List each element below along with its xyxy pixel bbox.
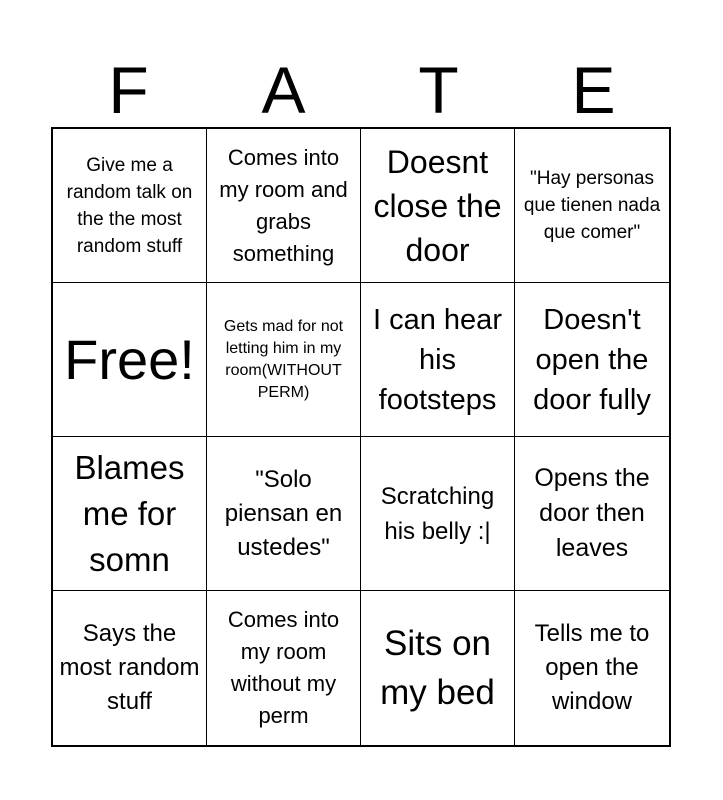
cell-text: Opens the door then leaves — [534, 464, 650, 562]
bingo-cell-r4c4[interactable] — [515, 591, 669, 745]
cell-text: Doesnt close the door — [373, 143, 502, 268]
cell-text: Scratching his belly :| — [380, 482, 495, 545]
bingo-cell-r3c4[interactable] — [515, 437, 669, 591]
bingo-cell-r4c2[interactable] — [207, 591, 361, 745]
cell-text: Blames me for somn — [74, 448, 185, 578]
bingo-cell-r2c4[interactable] — [515, 283, 669, 437]
title-letter-f: F — [108, 53, 149, 127]
cell-text: Tells me to open the window — [534, 620, 650, 715]
cell-text: Sits on my bed — [380, 624, 495, 712]
bingo-cell-r3c1[interactable] — [53, 437, 207, 591]
cell-text: Give me a random talk on the the most random stuff — [66, 154, 193, 257]
cell-text: "Hay personas que tienen nada que comer" — [523, 168, 661, 243]
bingo-cell-r1c4[interactable] — [515, 129, 669, 283]
bingo-cell-r4c3[interactable] — [361, 591, 515, 745]
bingo-cell-r3c3[interactable] — [361, 437, 515, 591]
bingo-cell-r1c1[interactable] — [53, 129, 207, 283]
cell-text: Gets mad for not letting him in my room(WITHOUT PERM) — [223, 317, 344, 401]
cell-text: "Solo piensan en ustedes" — [224, 465, 343, 561]
cell-text: Comes into my room and grabs something — [219, 144, 348, 266]
bingo-cell-r2c2[interactable] — [207, 283, 361, 437]
bingo-cell-r2c3[interactable] — [361, 283, 515, 437]
cell-text-free: Free! — [64, 327, 195, 391]
bingo-title — [51, 52, 671, 128]
bingo-cell-r4c1[interactable] — [53, 591, 207, 745]
cell-text: Says the most random stuff — [59, 620, 200, 715]
bingo-cell-r1c2[interactable] — [207, 129, 361, 283]
cell-text: Comes into my room without my perm — [227, 607, 340, 728]
cell-text: I can hear his footsteps — [373, 303, 502, 416]
cell-text: Doesn't open the door fully — [533, 303, 651, 416]
title-letter-a: A — [261, 53, 306, 127]
bingo-grid — [51, 127, 671, 747]
bingo-cell-r3c2[interactable] — [207, 437, 361, 591]
title-letter-t: T — [418, 53, 459, 127]
title-letter-e: E — [571, 53, 616, 127]
bingo-cell-r1c3[interactable] — [361, 129, 515, 283]
bingo-cell-r2c1[interactable] — [53, 283, 207, 437]
